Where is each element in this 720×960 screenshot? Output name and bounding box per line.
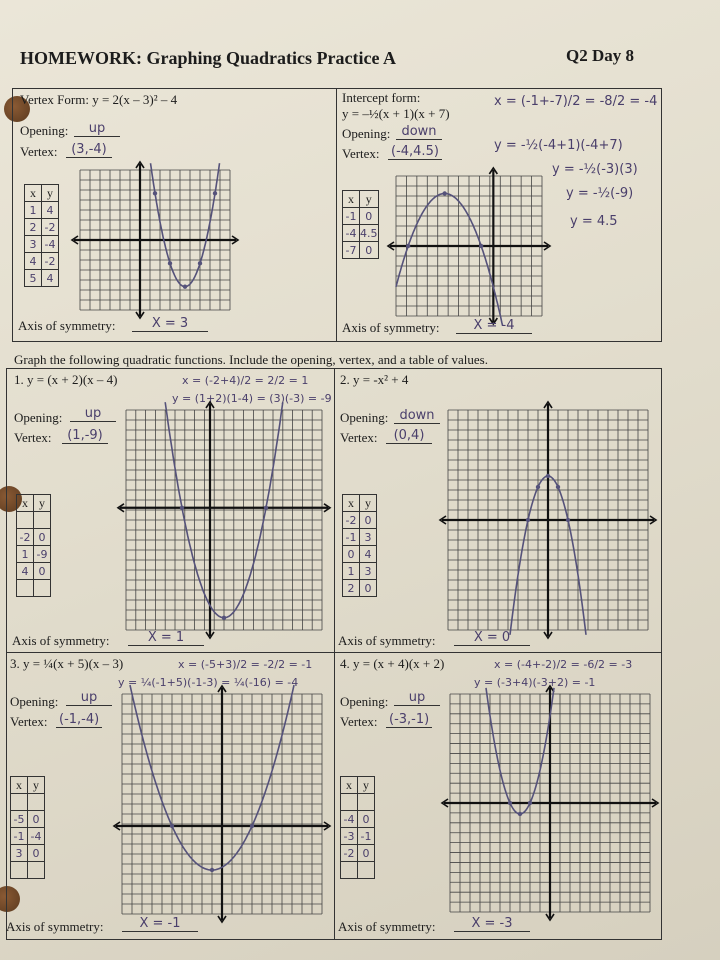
table-cell: -4 bbox=[28, 828, 45, 845]
table-cell: 4 bbox=[360, 546, 377, 563]
vertex-label: Vertex: bbox=[10, 714, 48, 729]
table-cell: -1 bbox=[343, 208, 360, 225]
table-cell: 0 bbox=[360, 208, 379, 225]
work-line: x = (-4+-2)/2 = -6/2 = -3 bbox=[494, 658, 633, 671]
table-cell: -1 bbox=[358, 828, 375, 845]
problem-4-table bbox=[340, 776, 375, 879]
example-1-vertex: (3,-4) bbox=[66, 142, 112, 158]
table-cell: -2 bbox=[42, 253, 59, 270]
x-col-header: x bbox=[25, 185, 42, 202]
axis-label: Axis of symmetry: bbox=[18, 318, 116, 333]
work-line: y = -½(-9) bbox=[566, 186, 634, 201]
problem-4-axis: X = -3 bbox=[454, 916, 530, 932]
example-2-opening: down bbox=[396, 124, 442, 140]
table-cell: 4.5 bbox=[360, 226, 378, 240]
problem-1-table bbox=[16, 494, 51, 597]
plotted-point bbox=[442, 191, 446, 195]
table-cell: -2 bbox=[341, 845, 358, 862]
table-cell: 3 bbox=[360, 529, 377, 546]
opening-label: Opening: bbox=[20, 123, 69, 138]
work-line: y = ¼(-1+5)(-1-3) = ¼(-16) = -4 bbox=[118, 676, 299, 689]
plotted-point bbox=[250, 824, 254, 828]
coordinate-grid bbox=[80, 170, 230, 310]
plotted-point bbox=[528, 801, 532, 805]
coordinate-grid bbox=[396, 176, 542, 316]
opening-label: Opening: bbox=[10, 694, 59, 709]
problem-1-opening: up bbox=[70, 406, 116, 422]
axis-label: Axis of symmetry: bbox=[12, 633, 110, 648]
problem-4-opening: up bbox=[394, 690, 440, 706]
work-line: y = -½(-4+1)(-4+7) bbox=[494, 138, 623, 153]
x-col-header: x bbox=[11, 777, 28, 794]
day-label: Q2 Day 8 bbox=[566, 46, 634, 65]
work-line: x = (-5+3)/2 = -2/2 = -1 bbox=[178, 658, 313, 671]
example-1-axis: X = 3 bbox=[132, 316, 208, 332]
plotted-point bbox=[168, 261, 172, 265]
coordinate-grid bbox=[448, 410, 648, 630]
work-line: y = (-3+4)(-3+2) = -1 bbox=[474, 676, 596, 689]
opening-label: Opening: bbox=[342, 126, 391, 141]
page-title: HOMEWORK: Graphing Quadratics Practice A bbox=[20, 48, 396, 68]
problem-2-table bbox=[342, 494, 377, 597]
table-cell: -9 bbox=[34, 546, 51, 563]
example-2-vertex: (-4,4.5) bbox=[388, 144, 442, 160]
plotted-point bbox=[170, 824, 174, 828]
x-col-header: x bbox=[343, 495, 360, 512]
table-cell: -4 bbox=[343, 225, 360, 242]
table-cell: 4 bbox=[42, 202, 59, 219]
plotted-point bbox=[213, 191, 217, 195]
plotted-point bbox=[508, 801, 512, 805]
table-cell: -7 bbox=[343, 242, 360, 259]
table-cell: 3 bbox=[360, 563, 377, 580]
table-cell: 0 bbox=[360, 580, 377, 597]
table-cell: 2 bbox=[25, 219, 42, 236]
x-col-header: x bbox=[17, 495, 34, 512]
table-cell: 2 bbox=[343, 580, 360, 597]
vertex-label: Vertex: bbox=[20, 144, 58, 159]
table-cell: 4 bbox=[42, 270, 59, 287]
vertex-label: Vertex: bbox=[14, 430, 52, 445]
table-cell: 1 bbox=[25, 202, 42, 219]
table-cell: 1 bbox=[17, 546, 34, 563]
table-cell: 0 bbox=[358, 811, 375, 828]
table-cell: 5 bbox=[25, 270, 42, 287]
x-col-header: x bbox=[343, 191, 360, 208]
table-cell: 3 bbox=[11, 845, 28, 862]
problem-1-vertex: (1,-9) bbox=[62, 428, 108, 444]
table-cell: -2 bbox=[17, 529, 34, 546]
vertex-label: Vertex: bbox=[340, 714, 378, 729]
example-2-equation: y = –½(x + 1)(x + 7) bbox=[342, 106, 450, 121]
opening-label: Opening: bbox=[340, 694, 389, 709]
problem-2-vertex: (0,4) bbox=[386, 428, 432, 444]
work-line: x = (-2+4)/2 = 2/2 = 1 bbox=[182, 374, 309, 387]
plotted-point bbox=[264, 506, 268, 510]
table-cell: -1 bbox=[343, 529, 360, 546]
table-cell: 0 bbox=[28, 845, 45, 862]
problem-4-vertex: (-3,-1) bbox=[386, 712, 432, 728]
table-cell: 0 bbox=[343, 546, 360, 563]
coordinate-grid bbox=[122, 694, 322, 914]
coordinate-grid bbox=[450, 694, 650, 912]
vertex-label: Vertex: bbox=[342, 146, 380, 161]
divider bbox=[334, 368, 335, 940]
example-2-prompt: Intercept form: bbox=[342, 90, 421, 105]
plotted-point bbox=[526, 518, 530, 522]
problem-3-vertex: (-1,-4) bbox=[56, 712, 102, 728]
instructions: Graph the following quadratic functions. Include the opening, vertex, and a table of values. bbox=[14, 352, 488, 367]
table-cell: 0 bbox=[360, 512, 377, 529]
vertex-label: Vertex: bbox=[340, 430, 378, 445]
divider bbox=[336, 88, 337, 342]
divider bbox=[6, 652, 662, 653]
example-1-opening: up bbox=[74, 121, 120, 137]
problem-2-prompt: 2. y = -x² + 4 bbox=[340, 372, 409, 387]
y-col-header: y bbox=[28, 777, 45, 794]
axis-label: Axis of symmetry: bbox=[342, 320, 440, 335]
axis-label: Axis of symmetry: bbox=[6, 919, 104, 934]
table-cell: -3 bbox=[341, 828, 358, 845]
coordinate-grid bbox=[126, 410, 322, 630]
example-1-prompt: Vertex Form: y = 2(x – 3)² – 4 bbox=[20, 92, 178, 107]
plotted-point bbox=[153, 191, 157, 195]
opening-label: Opening: bbox=[14, 410, 63, 425]
work-line: y = 4.5 bbox=[570, 214, 618, 229]
table-cell: -4 bbox=[42, 236, 59, 253]
axis-label: Axis of symmetry: bbox=[338, 633, 436, 648]
example-2-table bbox=[342, 190, 379, 259]
y-col-header: y bbox=[358, 777, 375, 794]
example-2-axis: X = -4 bbox=[456, 318, 532, 334]
problem-3-prompt: 3. y = ¼(x + 5)(x – 3) bbox=[10, 656, 124, 671]
problem-2-opening: down bbox=[394, 408, 440, 424]
plotted-point bbox=[180, 506, 184, 510]
table-cell: 3 bbox=[25, 236, 42, 253]
plotted-point bbox=[566, 518, 570, 522]
plotted-point bbox=[518, 812, 522, 816]
axis-label: Axis of symmetry: bbox=[338, 919, 436, 934]
table-cell: 1 bbox=[343, 563, 360, 580]
table-cell: 0 bbox=[360, 242, 379, 259]
y-col-header: y bbox=[360, 191, 379, 208]
parabola bbox=[151, 163, 220, 287]
table-cell: -2 bbox=[343, 512, 360, 529]
table-cell: -1 bbox=[11, 828, 28, 845]
plotted-point bbox=[406, 244, 410, 248]
table-cell: -2 bbox=[42, 219, 59, 236]
plotted-point bbox=[536, 485, 540, 489]
work-line: y = -½(-3)(3) bbox=[552, 162, 638, 177]
work-line: y = (1+2)(1-4) = (3)(-3) = -9 bbox=[172, 392, 332, 405]
table-cell: 4 bbox=[25, 253, 42, 270]
example-1-table bbox=[24, 184, 59, 287]
table-cell: -5 bbox=[11, 811, 28, 828]
problem-3-axis: X = -1 bbox=[122, 916, 198, 932]
table-cell: 0 bbox=[28, 811, 45, 828]
plotted-point bbox=[546, 474, 550, 478]
problem-1-prompt: 1. y = (x + 2)(x – 4) bbox=[14, 372, 118, 387]
plotted-point bbox=[556, 485, 560, 489]
problem-3-table bbox=[10, 776, 45, 879]
problem-3-opening: up bbox=[66, 690, 112, 706]
y-col-header: y bbox=[42, 185, 59, 202]
opening-label: Opening: bbox=[340, 410, 389, 425]
table-cell: 0 bbox=[34, 529, 51, 546]
plotted-point bbox=[210, 868, 214, 872]
problem-4-prompt: 4. y = (x + 4)(x + 2) bbox=[340, 656, 445, 671]
y-col-header: y bbox=[360, 495, 377, 512]
work-line: x = (-1+-7)/2 = -8/2 = -4 bbox=[494, 94, 658, 109]
table-cell: 0 bbox=[34, 563, 51, 580]
plotted-point bbox=[198, 261, 202, 265]
plotted-point bbox=[183, 284, 187, 288]
table-cell: 4 bbox=[17, 563, 34, 580]
plotted-point bbox=[479, 244, 483, 248]
y-col-header: y bbox=[34, 495, 51, 512]
table-cell: -4 bbox=[341, 811, 358, 828]
plotted-point bbox=[222, 616, 226, 620]
problem-1-axis: X = 1 bbox=[128, 630, 204, 646]
table-cell: 0 bbox=[358, 845, 375, 862]
problem-2-axis: X = 0 bbox=[454, 630, 530, 646]
x-col-header: x bbox=[341, 777, 358, 794]
